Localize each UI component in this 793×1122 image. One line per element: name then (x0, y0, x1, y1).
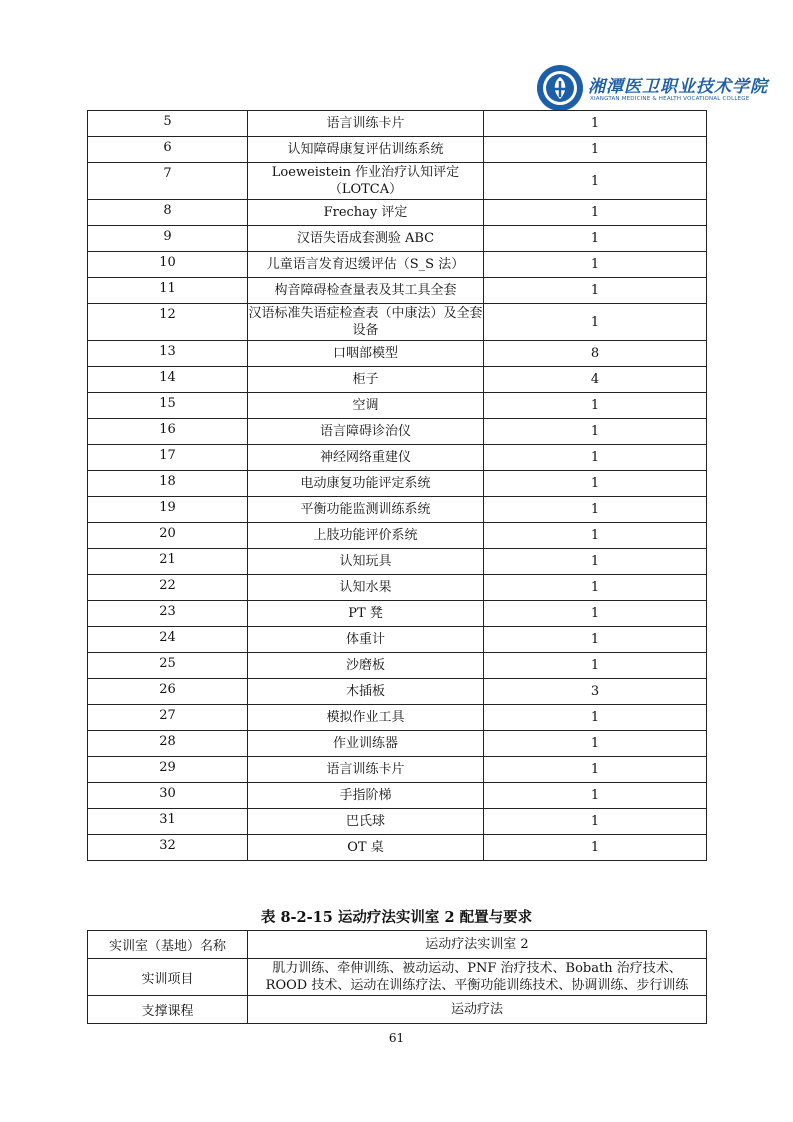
equipment-quantity: 1 (484, 471, 707, 497)
equipment-quantity: 1 (484, 419, 707, 445)
row-number: 32 (88, 835, 248, 861)
equipment-table (87, 110, 707, 861)
table-row (88, 757, 707, 783)
table-row (88, 653, 707, 679)
equipment-name: 平衡功能监测训练系统 (248, 497, 484, 523)
row-number: 11 (88, 278, 248, 304)
table-row (88, 627, 707, 653)
items-value: 肌力训练、牵伸训练、被动运动、PNF 治疗技术、Bobath 治疗技术、ROOD 技术、运动在训练疗法、平衡功能训练技术、协调训练、步行训练 (248, 959, 707, 996)
college-logo (536, 64, 768, 114)
equipment-name: 柜子 (248, 367, 484, 393)
course-value: 运动疗法 (248, 996, 707, 1024)
room-value: 运动疗法实训室 2 (248, 931, 707, 959)
equipment-name: 口咽部模型 (248, 341, 484, 367)
equipment-quantity: 4 (484, 367, 707, 393)
table-row (88, 731, 707, 757)
equipment-name: 作业训练器 (248, 731, 484, 757)
equipment-name: 巴氏球 (248, 809, 484, 835)
row-number: 20 (88, 523, 248, 549)
row-number: 29 (88, 757, 248, 783)
equipment-quantity: 1 (484, 601, 707, 627)
row-number: 13 (88, 341, 248, 367)
equipment-quantity: 1 (484, 393, 707, 419)
equipment-name: 神经网络重建仪 (248, 445, 484, 471)
table-row (88, 931, 707, 959)
college-name-en: XIANGTAN MEDICINE & HEALTH VOCATIONAL COLLEGE (590, 96, 750, 102)
row-number: 9 (88, 226, 248, 252)
table-row (88, 601, 707, 627)
equipment-quantity: 1 (484, 783, 707, 809)
table-row (88, 996, 707, 1024)
equipment-quantity: 1 (484, 200, 707, 226)
equipment-quantity: 1 (484, 757, 707, 783)
table-row (88, 575, 707, 601)
row-number: 24 (88, 627, 248, 653)
row-number: 16 (88, 419, 248, 445)
table-row (88, 111, 707, 137)
equipment-quantity: 8 (484, 341, 707, 367)
equipment-name: 模拟作业工具 (248, 705, 484, 731)
equipment-quantity: 1 (484, 705, 707, 731)
table-row (88, 252, 707, 278)
equipment-name: 空调 (248, 393, 484, 419)
row-number: 28 (88, 731, 248, 757)
equipment-name: 汉语失语成套测验 ABC (248, 226, 484, 252)
table-row (88, 278, 707, 304)
equipment-name: Loeweistein 作业治疗认知评定（LOTCA） (248, 163, 484, 200)
table-row (88, 445, 707, 471)
row-number: 5 (88, 111, 248, 137)
equipment-name: 认知水果 (248, 575, 484, 601)
equipment-name: 上肢功能评价系统 (248, 523, 484, 549)
equipment-name: 认知玩具 (248, 549, 484, 575)
row-number: 14 (88, 367, 248, 393)
page-number: 61 (388, 1031, 405, 1045)
equipment-quantity: 1 (484, 445, 707, 471)
row-number: 25 (88, 653, 248, 679)
equipment-quantity: 1 (484, 523, 707, 549)
table-row (88, 163, 707, 200)
equipment-quantity: 1 (484, 575, 707, 601)
table-row (88, 959, 707, 996)
row-number: 12 (88, 304, 248, 341)
equipment-quantity: 3 (484, 679, 707, 705)
table-row (88, 200, 707, 226)
equipment-quantity: 1 (484, 226, 707, 252)
equipment-name: 体重计 (248, 627, 484, 653)
equipment-name: 构音障碍检查量表及其工具全套 (248, 278, 484, 304)
equipment-quantity: 1 (484, 731, 707, 757)
row-number: 22 (88, 575, 248, 601)
table-row (88, 137, 707, 163)
equipment-name: 语言训练卡片 (248, 111, 484, 137)
table-row (88, 679, 707, 705)
course-label: 支撑课程 (88, 996, 248, 1024)
equipment-quantity: 1 (484, 137, 707, 163)
table-row (88, 341, 707, 367)
table-row (88, 226, 707, 252)
equipment-name: 语言障碍诊治仪 (248, 419, 484, 445)
row-number: 19 (88, 497, 248, 523)
row-number: 6 (88, 137, 248, 163)
equipment-name: 认知障碍康复评估训练系统 (248, 137, 484, 163)
equipment-quantity: 1 (484, 252, 707, 278)
table-row (88, 523, 707, 549)
equipment-quantity: 1 (484, 304, 707, 341)
equipment-name: 汉语标准失语症检查表（中康法）及全套设备 (248, 304, 484, 341)
table-row (88, 393, 707, 419)
college-name: 湘潭医卫职业技术学院 (588, 77, 768, 97)
requirements-table (87, 930, 707, 1024)
equipment-quantity: 1 (484, 653, 707, 679)
row-number: 21 (88, 549, 248, 575)
college-seal-icon (536, 64, 584, 112)
table-row (88, 419, 707, 445)
equipment-quantity: 1 (484, 549, 707, 575)
equipment-quantity: 1 (484, 163, 707, 200)
equipment-name: 儿童语言发育迟缓评估（S_S 法） (248, 252, 484, 278)
row-number: 8 (88, 200, 248, 226)
equipment-name: 电动康复功能评定系统 (248, 471, 484, 497)
row-number: 7 (88, 163, 248, 200)
equipment-quantity: 1 (484, 835, 707, 861)
equipment-name: PT 凳 (248, 601, 484, 627)
table-row (88, 367, 707, 393)
row-number: 30 (88, 783, 248, 809)
items-label: 实训项目 (88, 959, 248, 996)
row-number: 10 (88, 252, 248, 278)
equipment-name: 手指阶梯 (248, 783, 484, 809)
row-number: 27 (88, 705, 248, 731)
equipment-quantity: 1 (484, 111, 707, 137)
equipment-name: 语言训练卡片 (248, 757, 484, 783)
table-row (88, 497, 707, 523)
equipment-quantity: 1 (484, 627, 707, 653)
room-label: 实训室（基地）名称 (88, 931, 248, 959)
row-number: 18 (88, 471, 248, 497)
equipment-name: 沙磨板 (248, 653, 484, 679)
table-row (88, 549, 707, 575)
equipment-name: 木插板 (248, 679, 484, 705)
equipment-quantity: 1 (484, 278, 707, 304)
table-row (88, 471, 707, 497)
table-row (88, 783, 707, 809)
row-number: 26 (88, 679, 248, 705)
row-number: 31 (88, 809, 248, 835)
row-number: 15 (88, 393, 248, 419)
equipment-quantity: 1 (484, 497, 707, 523)
equipment-quantity: 1 (484, 809, 707, 835)
equipment-name: OT 桌 (248, 835, 484, 861)
table-row (88, 304, 707, 341)
table-row (88, 809, 707, 835)
table-row (88, 835, 707, 861)
row-number: 17 (88, 445, 248, 471)
row-number: 23 (88, 601, 248, 627)
table-row (88, 705, 707, 731)
equipment-name: Frechay 评定 (248, 200, 484, 226)
table-caption: 表 8-2-15 运动疗法实训室 2 配置与要求 (260, 909, 533, 926)
